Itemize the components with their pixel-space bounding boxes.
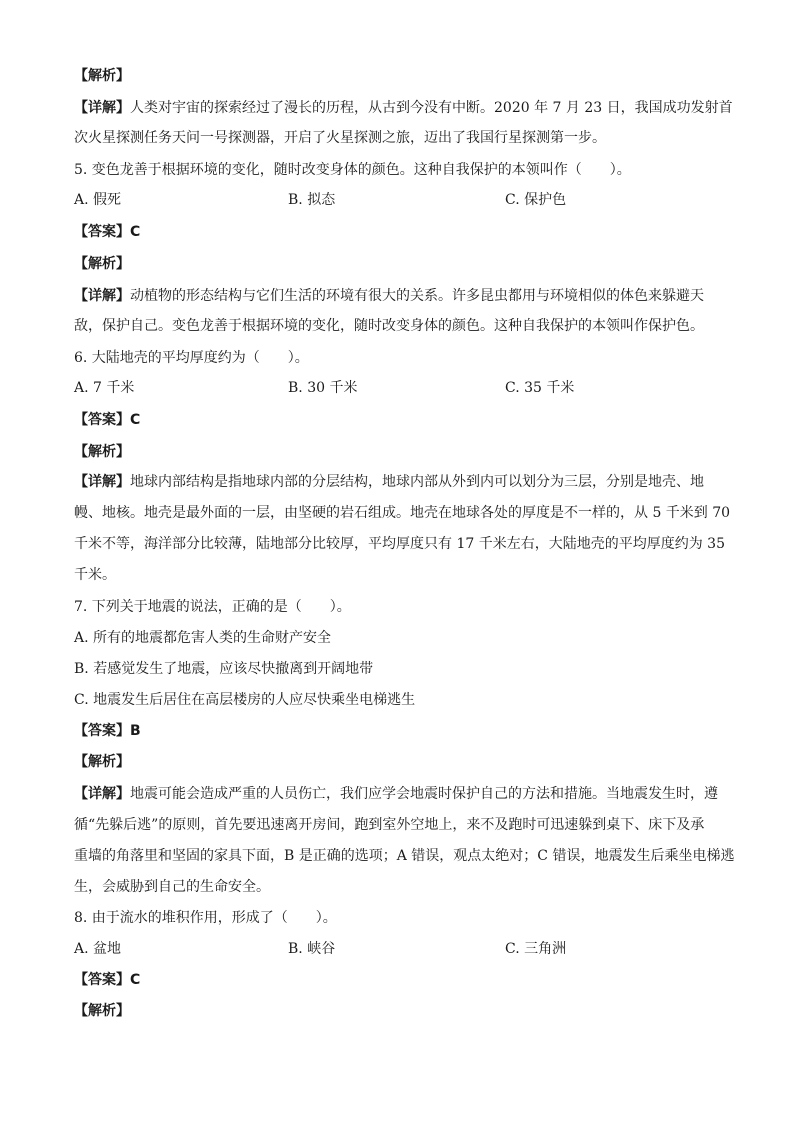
q7-option-c: C. 地震发生后居住在高层楼房的人应尽快乘坐电梯逃生 bbox=[74, 692, 416, 708]
detail-line: 次火星探测任务天问一号探测器，开启了火星探测之旅，迈出了我国行星探测第一步。 bbox=[74, 130, 606, 146]
q5-answer bbox=[74, 222, 140, 242]
q5-option-b: B. 拟态 bbox=[288, 192, 336, 208]
detail-text: 动植物的形态结构与它们生活的环境有很大的关系。许多昆虫都用与环境相似的体色来躲避天 bbox=[130, 288, 704, 304]
analysis-heading: 【解析】 bbox=[74, 754, 130, 770]
q7-option-a: A. 所有的地震都危害人类的生命财产安全 bbox=[74, 630, 332, 646]
question-5: 5. 变色龙善于根据环境的变化，随时改变身体的颜色。这种自我保护的本领叫作（ ）。 bbox=[74, 162, 631, 178]
answer-text: 【答案】C bbox=[74, 224, 141, 240]
detail-tag: 【详解】 bbox=[74, 100, 130, 116]
detail-line bbox=[74, 784, 718, 804]
detail-line bbox=[74, 472, 704, 492]
analysis-heading: 【解析】 bbox=[74, 256, 130, 272]
detail-tag: 【详解】 bbox=[74, 474, 130, 490]
answer-text: 【答案】C bbox=[74, 412, 141, 428]
detail-text: 地震可能会造成严重的人员伤亡，我们应学会地震时保护自己的方法和措施。当地震发生时，遵 bbox=[130, 786, 718, 802]
q7-option-b: B. 若感觉发生了地震，应该尽快撤离到开阔地带 bbox=[74, 661, 374, 677]
detail-text: 地球内部结构是指地球内部的分层结构，地球内部从外到内可以划分为三层，分别是地壳、地 bbox=[130, 474, 704, 490]
q6-answer bbox=[74, 410, 140, 430]
analysis-heading: 【解析】 bbox=[74, 1003, 130, 1019]
detail-line bbox=[74, 286, 704, 306]
detail-line: 幔、地核。地壳是最外面的一层，由坚硬的岩石组成。地壳在地球各处的厚度是不一样的，从 5 千米到 70 bbox=[74, 505, 731, 521]
question-7: 7. 下列关于地震的说法，正确的是（ ）。 bbox=[74, 599, 351, 615]
q8-answer bbox=[74, 970, 140, 990]
q8-option-a: A. 盆地 bbox=[74, 941, 122, 957]
detail-line: 生，会威胁到自己的生命安全。 bbox=[74, 879, 270, 895]
question-8: 8. 由于流水的堆积作用，形成了（ ）。 bbox=[74, 910, 337, 926]
detail-line: 千米。 bbox=[74, 567, 116, 583]
detail-line bbox=[74, 98, 733, 118]
answer-text: 【答案】B bbox=[74, 723, 141, 739]
q5-option-c: C. 保护色 bbox=[505, 192, 567, 208]
q6-option-b: B. 30 千米 bbox=[288, 380, 358, 396]
answer-text: 【答案】C bbox=[74, 972, 141, 988]
analysis-heading: 【解析】 bbox=[74, 444, 130, 460]
q7-answer bbox=[74, 721, 141, 741]
detail-line: 重墙的角落里和坚固的家具下面，B 是正确的选项；A 错误，观点太绝对；C 错误，地震发生后乘坐电梯逃 bbox=[74, 848, 735, 864]
detail-line: 敌，保护自己。变色龙善于根据环境的变化，随时改变身体的颜色。这种自我保护的本领叫作保护色。 bbox=[74, 318, 704, 334]
detail-tag: 【详解】 bbox=[74, 786, 130, 802]
q5-option-a: A. 假死 bbox=[74, 192, 122, 208]
q8-option-b: B. 峡谷 bbox=[288, 941, 336, 957]
analysis-heading: 【解析】 bbox=[74, 68, 130, 84]
q6-option-a: A. 7 千米 bbox=[74, 380, 135, 396]
detail-tag: 【详解】 bbox=[74, 288, 130, 304]
detail-line: 千米不等，海洋部分比较薄，陆地部分比较厚，平均厚度只有 17 千米左右，大陆地壳的平均厚度约为 35 bbox=[74, 536, 725, 552]
detail-text: 人类对宇宙的探索经过了漫长的历程，从古到今没有中断。2020 年 7 月 23 日，我国成功发射首 bbox=[130, 100, 733, 116]
detail-line: 循“先躲后逃”的原则，首先要迅速离开房间，跑到室外空地上，来不及跑时可迅速躲到桌下、床下及承 bbox=[74, 817, 705, 833]
q6-option-c: C. 35 千米 bbox=[505, 380, 575, 396]
question-6: 6. 大陆地壳的平均厚度约为（ ）。 bbox=[74, 350, 309, 366]
q8-option-c: C. 三角洲 bbox=[505, 941, 567, 957]
